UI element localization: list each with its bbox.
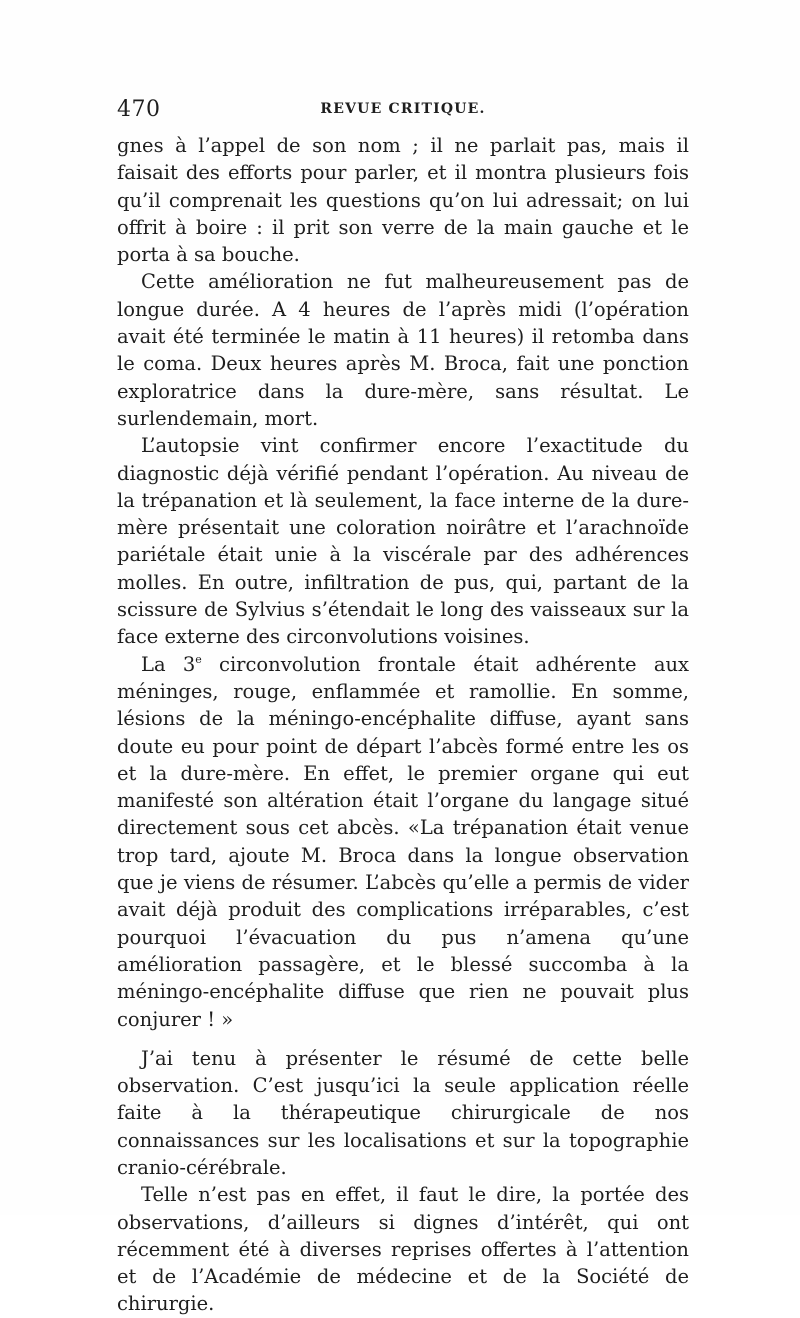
paragraph-2: [117, 268, 689, 432]
page-header: [117, 97, 689, 125]
paragraph-1: [117, 132, 689, 268]
paragraph-3-text: L’autopsie vint confirmer encore l’exactitude du diagnostic déjà vérifié pendant l’opération. Au niveau de la trépanation et là seulement, la face interne de la dure-mère présentait une coloration noirâtre et l’arachnoïde pariétale était unie à la viscérale par des adhérences molles. En outre, infiltration de pus, qui, partant de la scissure de Sylvius s’étendait le long des vaisseaux sur la face externe des circonvolutions voisines.: [117, 434, 689, 649]
page-number: 470: [117, 97, 161, 122]
paragraph-4: [117, 651, 689, 1033]
paragraph-4-text-start: La 3: [141, 652, 196, 676]
running-head: REVUE CRITIQUE.: [320, 101, 486, 117]
paragraph-6-text: Telle n’est pas en effet, il faut le dire, la portée des observations, d’ailleurs si dignes d’intérêt, qui ont récemment été à diverses reprises offertes à l’attention et de l’Académie de médecine et de la Société de chirurgie.: [117, 1183, 689, 1316]
ordinal-superscript: e: [195, 652, 202, 666]
paragraph-6: [117, 1181, 689, 1317]
paragraph-3: [117, 432, 689, 650]
paragraph-2-text: Cette amélioration ne fut malheureusement pas de longue durée. A 4 heures de l’après midi (l’opération avait été terminée le matin à 11 heures) il retomba dans le coma. Deux heures après M. Broca, fait une ponction exploratrice dans la dure-mère, sans résultat. Le surlendemain, mort.: [117, 270, 689, 430]
paragraph-5: [117, 1045, 689, 1181]
paragraph-1-text: gnes à l’appel de son nom ; il ne parlait pas, mais il faisait des efforts pour parler, et il montra plusieurs fois qu’il comprenait les questions qu’on lui adressait; on lui offrit à boire : il prit son verre de la main gauche et le porta à sa bouche.: [117, 134, 689, 267]
paragraph-4-text-rest: circonvolution frontale était adhérente aux méninges, rouge, enflammée et ramollie. En somme, lésions de la méningo-encéphalite diffuse, ayant sans doute eu pour point de départ l’abcès formé entre les os et la dure-mère. En effet, le premier organe qui eut manifesté son altération était l’organe du langage situé directement sous cet abcès. «La trépanation était venue trop tard, ajoute M. Broca dans la longue observation que je viens de résumer. L’abcès qu’elle a permis de vider avait déjà produit des complications irréparables, c’est pourquoi l’évacuation du pus n’amena qu’une amélioration passagère, et le blessé succomba à la méningo-encéphalite diffuse que rien ne pouvait plus conjurer ! »: [117, 652, 690, 1031]
paragraph-5-text: J’ai tenu à présenter le résumé de cette belle observation. C’est jusqu’ici la seule application réelle faite à la thérapeutique chirurgicale de nos connaissances sur les localisations et sur la topographie cranio-cérébrale.: [117, 1046, 689, 1179]
body-text: [117, 132, 689, 1318]
